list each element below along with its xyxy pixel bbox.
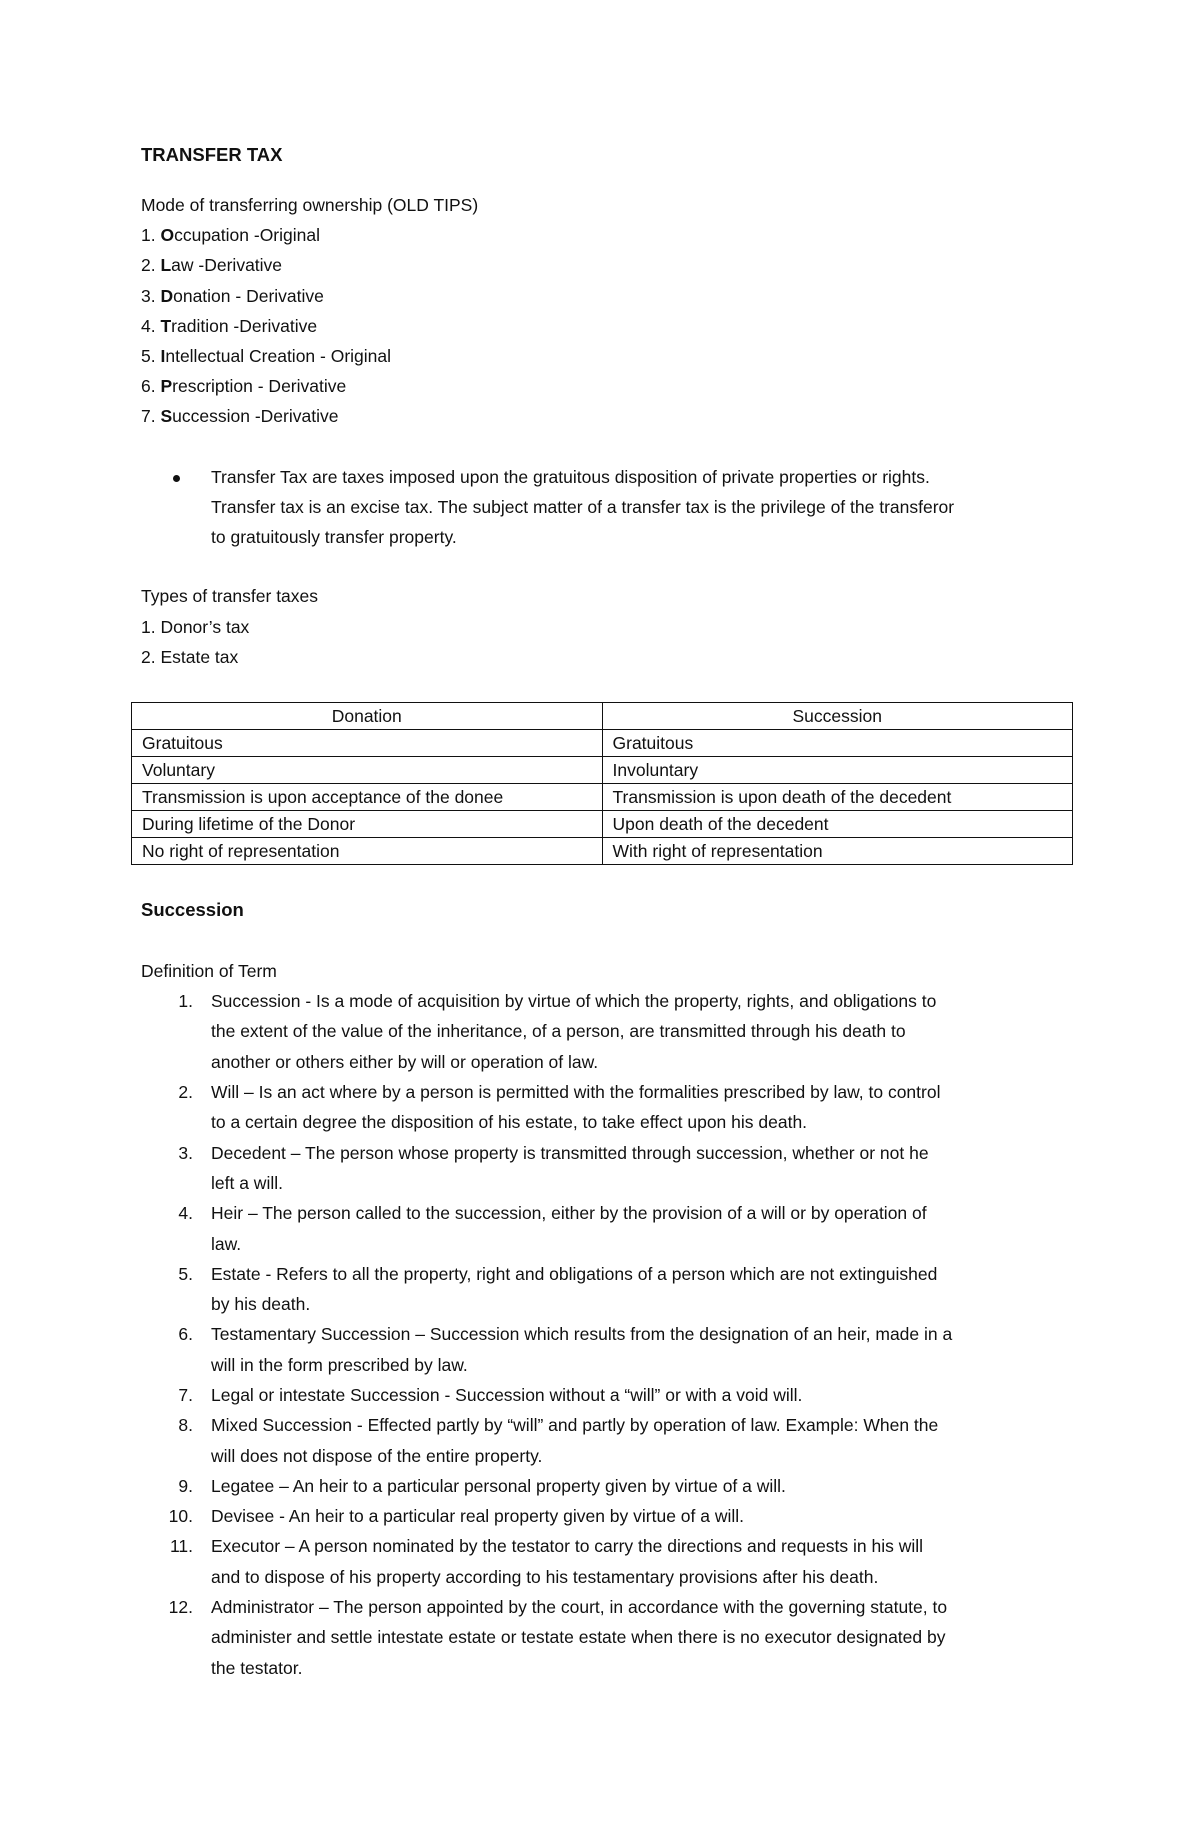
definition-item: 12. Administrator – The person appointed by the court, in accordance with the governing statute, to administer and settle intestate estate or testate estate when there is no executor designated by the testator. xyxy=(168,1597,948,1678)
definition-item: 3. Decedent – The person whose property is transmitted through succession, whether or not he left a will. xyxy=(178,1142,929,1193)
document-title: TRANSFER TAX xyxy=(141,144,283,165)
table-cell: Voluntary xyxy=(132,756,603,783)
definition-item: 8. Mixed Succession - Effected partly by “will” and partly by operation of law. Example: When the will does not dispose of the entire property. xyxy=(178,1415,939,1466)
mode-item: 7. Succession -Derivative xyxy=(141,406,339,427)
modes-list xyxy=(141,220,1079,431)
bullet-dot-icon xyxy=(173,475,180,482)
table-header-donation: Donation xyxy=(132,702,603,729)
table-cell: During lifetime of the Donor xyxy=(132,810,603,837)
mode-item: 4. Tradition -Derivative xyxy=(141,315,318,336)
bullet-line: to gratuitously transfer property. xyxy=(211,527,457,548)
definition-item: 5. Estate - Refers to all the property, right and obligations of a person which are not extinguished by his death. xyxy=(178,1263,938,1315)
table-cell: Gratuitous xyxy=(132,729,603,756)
transfer-tax-bullet xyxy=(141,462,1079,553)
table-row xyxy=(132,729,1073,756)
bullet-line: Transfer tax is an excise tax. The subject matter of a transfer tax is the privilege of the transferor xyxy=(211,496,955,517)
table-cell: No right of representation xyxy=(132,837,603,864)
definition-item: 11. Executor – A person nominated by the testator to carry the directions and requests in his will and to dispose of his property according to his testamentary provisions after his death. xyxy=(169,1536,924,1587)
table-cell: Gratuitous xyxy=(602,729,1073,756)
type-item: 2. Estate tax xyxy=(141,646,239,667)
table-row xyxy=(132,756,1073,783)
table-row xyxy=(132,810,1073,837)
document-body xyxy=(141,140,1079,1683)
types-heading: Types of transfer taxes xyxy=(141,586,319,607)
table-cell: Involuntary xyxy=(602,756,1073,783)
bullet-line: Transfer Tax are taxes imposed upon the gratuitous disposition of private properties or rights. xyxy=(211,466,930,487)
modes-section xyxy=(141,190,1079,432)
definition-item: 2. Will – Is an act where by a person is permitted with the formalities prescribed by law, to control to a certain degree the disposition of his estate, to take effect upon his death. xyxy=(178,1082,941,1133)
mode-item: 3. Donation - Derivative xyxy=(141,285,324,306)
type-item: 1. Donor’s tax xyxy=(141,616,250,637)
definition-item: 7. Legal or intestate Succession - Succession without a “will” or with a void will. xyxy=(178,1385,803,1405)
table-row xyxy=(132,783,1073,810)
mode-item: 2. Law -Derivative xyxy=(141,255,283,276)
definition-item: 10. Devisee - An heir to a particular real property given by virtue of a will. xyxy=(168,1506,745,1527)
table-header-succession: Succession xyxy=(602,702,1073,729)
donation-succession-table xyxy=(131,702,1073,865)
definition-heading: Definition of Term xyxy=(141,960,277,981)
table-header-row xyxy=(132,702,1073,729)
types-section xyxy=(141,581,1079,672)
definition-item: 4. Heir – The person called to the succession, either by the provision of a will or by operation of law. xyxy=(178,1203,927,1254)
mode-item: 5. Intellectual Creation - Original xyxy=(141,345,392,366)
mode-item: 1. Occupation -Original xyxy=(141,225,320,246)
table-cell: Transmission is upon death of the decedent xyxy=(602,783,1073,810)
table-cell: Transmission is upon acceptance of the donee xyxy=(132,783,603,810)
definition-item: 9. Legatee – An heir to a particular personal property given by virtue of a will. xyxy=(178,1475,786,1496)
table-cell: Upon death of the decedent xyxy=(602,810,1073,837)
definition-item: 6. Testamentary Succession – Succession which results from the designation of an heir, made in a will in the form prescribed by law. xyxy=(178,1324,953,1375)
table-row xyxy=(132,837,1073,864)
definition-item: 1. Succession - Is a mode of acquisition by virtue of which the property, rights, and obligations to the extent of the value of the inheritance, of a person, are transmitted through his death to another or others either by will or operation of law. xyxy=(178,991,937,1072)
mode-item: 6. Prescription - Derivative xyxy=(141,376,347,397)
definition-list xyxy=(141,986,1079,1683)
succession-heading: Succession xyxy=(141,898,244,920)
table-cell: With right of representation xyxy=(602,837,1073,864)
modes-heading: Mode of transferring ownership (OLD TIPS) xyxy=(141,195,479,215)
